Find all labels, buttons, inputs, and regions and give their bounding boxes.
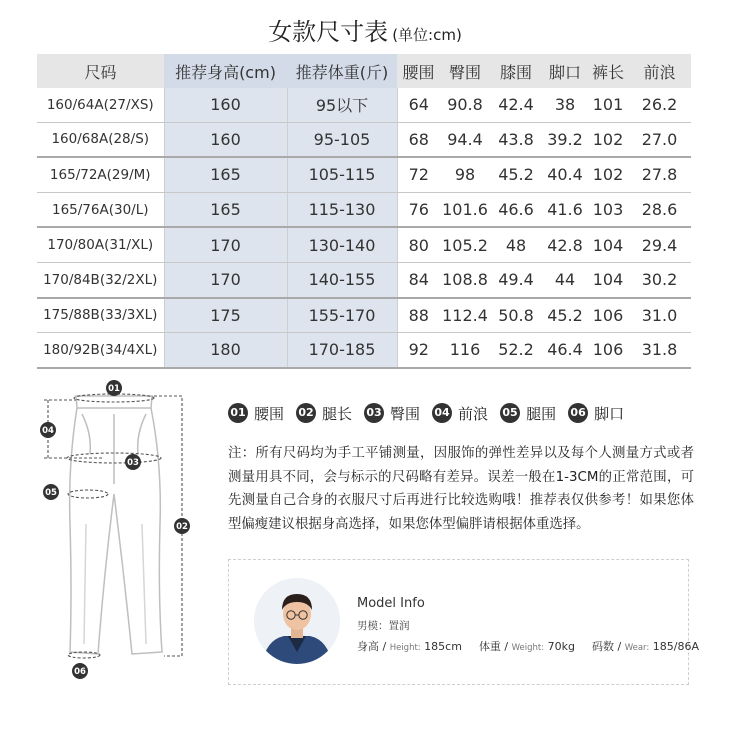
table-row: [37, 227, 691, 262]
cell-hem: 38: [542, 88, 588, 122]
cell-height: 160: [164, 122, 287, 157]
legend-badge: 01: [228, 403, 248, 423]
cell-rise: 27.8: [628, 157, 691, 192]
cell-weight: 105-115: [287, 157, 397, 192]
cell-height: 170: [164, 262, 287, 297]
cell-knee: 42.4: [490, 88, 542, 122]
page-title: [0, 12, 730, 47]
model-info-card: [228, 559, 699, 685]
cell-waist: 64: [397, 88, 440, 122]
legend-item: [296, 403, 352, 424]
legend-badge: 03: [364, 403, 384, 423]
cell-height: 170: [164, 227, 287, 262]
cell-size: 170/80A(31/XL): [37, 227, 164, 262]
legend-label: 腿围: [526, 404, 557, 423]
cell-weight: 95-105: [287, 122, 397, 157]
cell-hem: 39.2: [542, 122, 588, 157]
cell-hip: 98: [440, 157, 490, 192]
cell-knee: 43.8: [490, 122, 542, 157]
cell-rise: 27.0: [628, 122, 691, 157]
weight-value: 70kg: [547, 640, 575, 653]
table-row: [37, 298, 691, 333]
cell-hip: 108.8: [440, 262, 490, 297]
cell-length: 102: [588, 122, 628, 157]
size-note: 注：所有尺码均为手工平铺测量，因服饰的弹性差异以及每个人测量方式或者测量用具不同，会与标示的尺码略有差异。误差一般在1-3CM的正常范围，可先测量自己合身的衣服尺寸后再进行比较选购哦！推荐表仅供参考！如果您体型偏瘦建议根据身高选择，如果您体型偏胖请根据体重选择。: [228, 446, 694, 532]
cell-rise: 28.6: [628, 192, 691, 227]
cell-rise: 29.4: [628, 227, 691, 262]
cell-height: 165: [164, 157, 287, 192]
cell-size: 160/64A(27/XS): [37, 88, 164, 122]
header-knee: 膝围: [490, 54, 542, 88]
svg-text:01: 01: [108, 384, 120, 394]
height-label-en: Height:: [389, 643, 421, 653]
cell-weight: 95以下: [287, 88, 397, 122]
cell-length: 101: [588, 88, 628, 122]
cell-hip: 116: [440, 333, 490, 368]
cell-knee: 45.2: [490, 157, 542, 192]
height-value: 185cm: [424, 640, 462, 653]
marker-02: [174, 518, 190, 534]
wear-value: 185/86A: [652, 640, 699, 653]
marker-01: [106, 380, 122, 396]
table-row: [37, 157, 691, 192]
header-waist: 腰围: [397, 54, 440, 88]
svg-text:05: 05: [45, 488, 57, 498]
cell-hip: 94.4: [440, 122, 490, 157]
cell-hem: 45.2: [542, 298, 588, 333]
cell-knee: 49.4: [490, 262, 542, 297]
model-stats: [357, 638, 699, 654]
cell-knee: 46.6: [490, 192, 542, 227]
wear-label-en: Wear:: [624, 643, 650, 653]
cell-hem: 44: [542, 262, 588, 297]
cell-weight: 130-140: [287, 227, 397, 262]
legend-label: 前浪: [458, 404, 489, 423]
cell-waist: 72: [397, 157, 440, 192]
marker-03: [125, 454, 141, 470]
cell-size: 175/88B(33/3XL): [37, 298, 164, 333]
cell-length: 104: [588, 262, 628, 297]
cell-hem: 42.8: [542, 227, 588, 262]
cell-hem: 46.4: [542, 333, 588, 368]
table-row: [37, 333, 691, 368]
height-label: 身高 /: [357, 640, 387, 653]
svg-text:03: 03: [127, 458, 139, 468]
model-portrait-icon: [254, 578, 340, 664]
header-hem: 脚口: [542, 54, 588, 88]
cell-size: 170/84B(32/2XL): [37, 262, 164, 297]
cell-length: 106: [588, 298, 628, 333]
cell-waist: 80: [397, 227, 440, 262]
cell-weight: 115-130: [287, 192, 397, 227]
legend-label: 腿长: [322, 404, 353, 423]
legend-badge: 06: [568, 403, 588, 423]
header-rise: 前浪: [628, 54, 691, 88]
legend-label: 脚口: [594, 404, 625, 423]
svg-text:02: 02: [176, 522, 188, 532]
cell-size: 160/68A(28/S): [37, 122, 164, 157]
legend-item: [364, 403, 420, 424]
header-size: 尺码: [37, 54, 164, 88]
svg-text:04: 04: [42, 426, 54, 436]
title-main: 女款尺寸表: [268, 18, 389, 46]
cell-rise: 31.0: [628, 298, 691, 333]
legend-item: [432, 403, 488, 424]
marker-05: [43, 484, 59, 500]
cell-waist: 88: [397, 298, 440, 333]
cell-hip: 105.2: [440, 227, 490, 262]
cell-weight: 170-185: [287, 333, 397, 368]
cell-height: 175: [164, 298, 287, 333]
legend-label: 腰围: [254, 404, 285, 423]
header-length: 裤长: [588, 54, 628, 88]
cell-size: 165/76A(30/L): [37, 192, 164, 227]
wear-label: 码数 /: [591, 640, 622, 653]
model-info-title: Model Info: [357, 596, 425, 611]
header-weight: 推荐体重(斤): [287, 54, 397, 88]
legend-label: 臀围: [390, 404, 421, 423]
cell-waist: 84: [397, 262, 440, 297]
cell-rise: 26.2: [628, 88, 691, 122]
cell-length: 106: [588, 333, 628, 368]
cell-length: 103: [588, 192, 628, 227]
cell-length: 104: [588, 227, 628, 262]
cell-height: 165: [164, 192, 287, 227]
cell-hem: 40.4: [542, 157, 588, 192]
table-header-row: [37, 54, 691, 88]
legend-item: [228, 403, 284, 424]
legend-badge: 05: [500, 403, 520, 423]
measurement-legend: [228, 400, 698, 426]
cell-size: 180/92B(34/4XL): [37, 333, 164, 368]
legend-item: [500, 403, 556, 424]
cell-height: 180: [164, 333, 287, 368]
cell-weight: 140-155: [287, 262, 397, 297]
cell-size: 165/72A(29/M): [37, 157, 164, 192]
model-name: 男模：置润: [357, 620, 410, 632]
marker-06: [72, 663, 88, 679]
table-row: [37, 192, 691, 227]
cell-height: 160: [164, 88, 287, 122]
cell-weight: 155-170: [287, 298, 397, 333]
legend-badge: 04: [432, 403, 452, 423]
table-row: [37, 262, 691, 297]
pants-diagram: [30, 374, 200, 684]
cell-knee: 50.8: [490, 298, 542, 333]
cell-length: 102: [588, 157, 628, 192]
cell-knee: 48: [490, 227, 542, 262]
cell-hip: 101.6: [440, 192, 490, 227]
cell-waist: 68: [397, 122, 440, 157]
legend-badge: 02: [296, 403, 316, 423]
cell-hip: 90.8: [440, 88, 490, 122]
marker-04: [40, 422, 56, 438]
cell-knee: 52.2: [490, 333, 542, 368]
cell-waist: 76: [397, 192, 440, 227]
svg-text:06: 06: [74, 667, 86, 677]
table-row: [37, 88, 691, 122]
weight-label: 体重 /: [478, 640, 509, 653]
cell-hip: 112.4: [440, 298, 490, 333]
title-unit: (单位:cm): [392, 26, 462, 44]
cell-rise: 31.8: [628, 333, 691, 368]
table-row: [37, 122, 691, 157]
model-avatar: [254, 578, 340, 664]
cell-rise: 30.2: [628, 262, 691, 297]
size-table: [37, 54, 691, 369]
weight-label-en: Weight:: [511, 643, 545, 653]
cell-waist: 92: [397, 333, 440, 368]
legend-item: [568, 403, 624, 424]
header-height: 推荐身高(cm): [164, 54, 287, 88]
header-hip: 臀围: [440, 54, 490, 88]
cell-hem: 41.6: [542, 192, 588, 227]
